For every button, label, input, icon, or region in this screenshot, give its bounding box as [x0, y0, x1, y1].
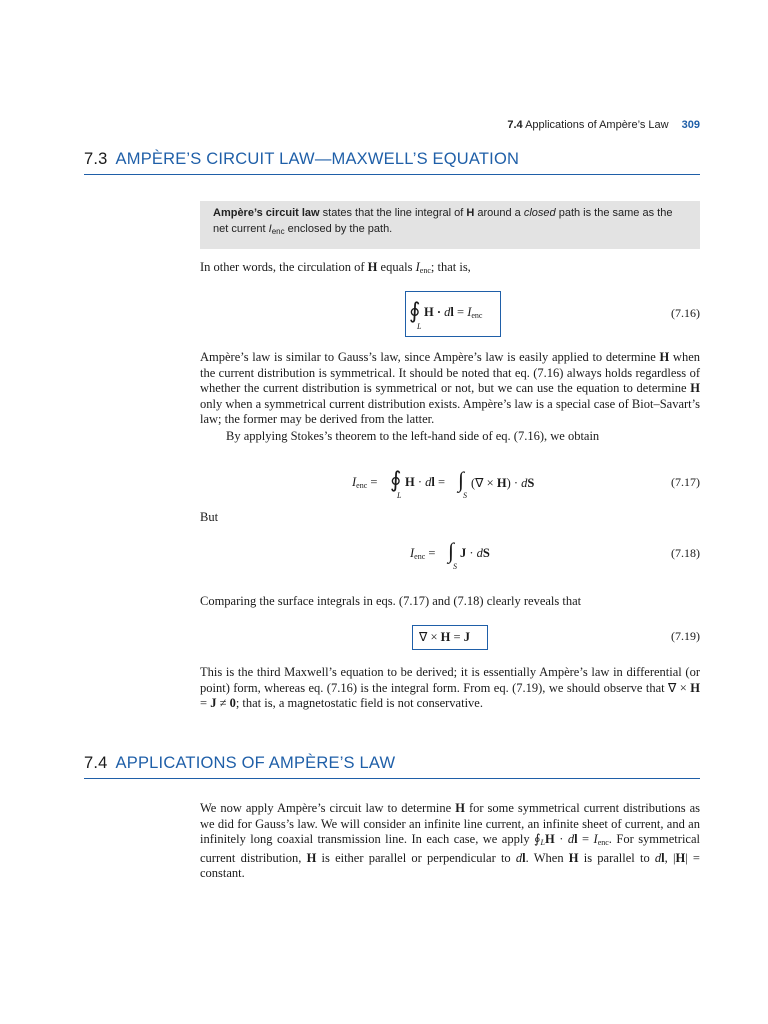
text: , | — [664, 850, 676, 865]
vector-zero: 0 — [229, 696, 236, 711]
text: · — [554, 832, 568, 847]
text: only when a symmetrical current distribution exists. Ampère’s law is a special case of Biot–Savart’s law; the former may be derived from the latter. — [200, 396, 700, 427]
vector-h: H — [568, 850, 579, 865]
eq-sign: = — [434, 475, 446, 489]
text: = — [200, 696, 211, 711]
text: | = constant. — [200, 850, 700, 881]
paragraph-apply — [200, 801, 700, 882]
section-heading-7-3 — [84, 150, 700, 175]
text: = — [577, 832, 594, 847]
section-title: APPLICATIONS OF AMPÈRE’S LAW — [115, 754, 396, 772]
eq-dot: · — [466, 546, 477, 560]
definition-box — [200, 201, 700, 249]
running-head — [507, 119, 700, 131]
section-number: 7.3 — [84, 150, 108, 168]
definition-text: enclosed by the path. — [284, 223, 393, 235]
equation-7-16 — [405, 291, 501, 337]
text: when the current distribution is symmetrical. It should be noted that eq. (7.16) always holds regardless of whether the current distribution is symmetrical or not, but we can use the equation to determine — [200, 350, 701, 396]
vector-h: H — [675, 850, 686, 865]
eq-sign: = — [450, 630, 464, 644]
eq-i: I — [467, 305, 472, 319]
subscript-enc: enc — [271, 227, 285, 236]
eq-l: l — [522, 850, 526, 865]
eq-d: d — [425, 475, 432, 489]
text: We now apply Ampère’s circuit law to determine — [200, 801, 456, 815]
subscript-enc: enc — [419, 266, 431, 275]
equation-number-7-17: (7.17) — [671, 475, 700, 489]
eq-d: d — [567, 832, 575, 847]
eq-h: H — [496, 476, 507, 490]
equation-7-17 — [352, 466, 562, 504]
vector-h: H — [367, 260, 378, 274]
subscript-enc: enc — [597, 838, 609, 848]
page-number: 309 — [681, 119, 700, 131]
definition-text: around a — [474, 207, 524, 219]
subscript-enc: enc — [414, 552, 426, 561]
text: . For symmetrical current distribution, — [200, 832, 700, 865]
text: By applying Stokes’s theorem to the left-hand side of eq. (7.16), we obtain — [226, 429, 600, 443]
running-head-title: Applications of Ampère’s Law — [525, 119, 669, 131]
integral-limit: L — [397, 491, 402, 500]
text: ≠ — [216, 696, 230, 711]
equation-number-7-16: (7.16) — [671, 306, 700, 320]
integral-limit: L — [540, 838, 545, 848]
integral-limit: S — [453, 562, 457, 571]
equation-7-18 — [410, 538, 520, 574]
definition-term: Ampère’s circuit law — [213, 207, 320, 219]
vector-h: H — [690, 381, 700, 396]
eq-i: I — [410, 546, 415, 560]
definition-text: path is the same as the net current — [213, 207, 673, 235]
surface-integral-icon: ∫ — [458, 467, 465, 492]
integral-limit: L — [417, 322, 422, 331]
vector-h: H — [455, 801, 465, 815]
equation-7-19 — [412, 625, 488, 650]
surface-integral-icon: ∫ — [448, 538, 455, 563]
text: ; that is, a magnetostatic field is not conservative. — [235, 696, 483, 711]
eq-d: d — [476, 546, 483, 560]
definition-text: states that the line integral of — [319, 207, 467, 219]
contour-integral-icon: ∮ — [390, 467, 402, 492]
eq-sign: = — [425, 546, 436, 560]
eq-d: d — [444, 305, 451, 319]
current-symbol: I — [415, 260, 420, 274]
eq-h: H — [405, 475, 415, 489]
running-head-section-number: 7.4 — [507, 119, 523, 131]
text: for some symmetrical current distributions as we did for Gauss’s law. We will consider an infinite line current, an infinite sheet of current, and an infinitely long coaxial transmission line. In each case, we apply ∮ — [200, 801, 700, 847]
eq-sign: = — [453, 305, 468, 319]
text: is parallel to — [578, 850, 655, 865]
vector-h: H — [690, 680, 700, 695]
integral-limit: S — [463, 491, 467, 500]
current-symbol: I — [268, 223, 272, 235]
vector-j: J — [210, 696, 217, 711]
subscript-enc: enc — [356, 481, 368, 490]
text: Ampère’s law is similar to Gauss’s law, since Ampère’s law is easily applied to determine — [200, 350, 660, 364]
eq-j: J — [460, 546, 467, 560]
eq-l: l — [574, 832, 578, 847]
vector-h: H — [545, 832, 555, 847]
eq-h: H — [440, 630, 451, 644]
paragraph-stokes — [200, 429, 700, 445]
paragraph-intro — [200, 260, 700, 279]
eq-s: S — [527, 476, 535, 490]
text: . When — [525, 850, 569, 865]
eq-l: l — [450, 305, 454, 319]
text: is either parallel or perpendicular to — [316, 850, 516, 865]
eq-s: S — [482, 546, 490, 560]
section-heading-7-4 — [84, 754, 700, 779]
text: equals — [377, 260, 416, 274]
subscript-enc: enc — [471, 311, 483, 320]
paragraph-compare: Comparing the surface integrals in eqs. (7.17) and (7.18) clearly reveals that — [200, 594, 582, 608]
vector-h: H — [306, 850, 317, 865]
text: This is the third Maxwell’s equation to be derived; it is essentially Ampère’s law in differential (or point) form, whereas eq. (7.16) is the integral form. From eq. (7.19), we should observe that ∇ × — [200, 665, 700, 695]
section-title: AMPÈRE’S CIRCUIT LAW—MAXWELL’S EQUATION — [115, 150, 520, 168]
section-number: 7.4 — [84, 754, 108, 772]
paragraph-similar — [200, 350, 700, 428]
eq-i: I — [352, 475, 357, 489]
vector-h: H — [466, 207, 475, 219]
vector-h: H — [659, 350, 670, 364]
text: ; that is, — [430, 260, 471, 274]
contour-integral-icon: ∮ — [409, 298, 421, 323]
eq-sign: = — [367, 475, 378, 489]
eq-h: H · — [424, 305, 445, 319]
eq-curl: ) · — [506, 476, 522, 490]
eq-d: d — [654, 850, 662, 865]
text: In other words, the circulation of — [200, 260, 368, 274]
emphasis-closed: closed — [523, 207, 556, 219]
eq-d: d — [515, 850, 523, 865]
eq-nabla: ∇ × — [419, 630, 441, 644]
paragraph-third-maxwell — [200, 665, 700, 712]
eq-l: l — [661, 850, 665, 865]
eq-l: l — [431, 475, 435, 489]
paragraph-but: But — [200, 510, 219, 524]
equation-number-7-19: (7.19) — [671, 629, 700, 643]
eq-d: d — [521, 476, 528, 490]
eq-j: J — [463, 630, 470, 644]
equation-number-7-18: (7.18) — [671, 546, 700, 560]
eq-curl: (∇ × — [471, 476, 497, 490]
current-symbol: I — [593, 832, 598, 847]
eq-dot: · — [414, 475, 426, 489]
